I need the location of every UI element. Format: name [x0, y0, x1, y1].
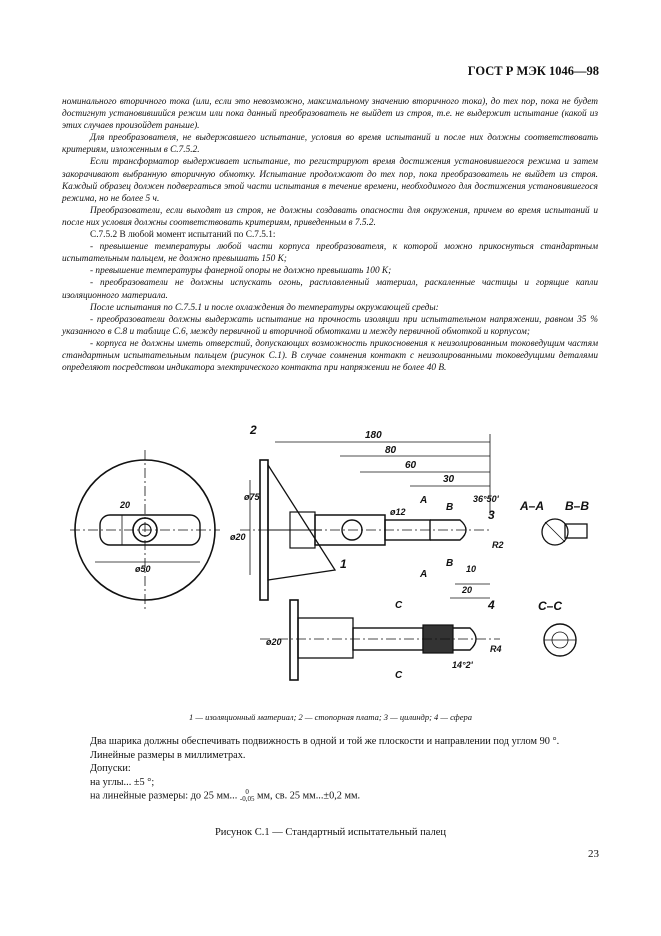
section-mark: B [446, 558, 454, 569]
section-mark: C [395, 600, 403, 611]
paragraph: - корпуса не должны иметь отверстий, допускающих возможность прикосновения к неизолированным токоведущим частям стандартным испытательным пальцем (рисунок С.1). В случае сомнения контакт с неизолированными токоведущими деталями определяют посредством индикатора электрического контакта при напряжении не более 40 В. [62, 338, 598, 374]
dim-r4: R4 [490, 644, 502, 654]
callout-1: 1 [340, 557, 347, 571]
dim-180: 180 [365, 430, 382, 441]
dim-20-lower: 20 [462, 585, 473, 595]
tolerance-lower: -0,05 [239, 795, 255, 804]
paragraph: номинального вторичного тока (или, если это невозможно, максимальному значению вторичного тока), до тех пор, пока не будет достигнут установившийся режим или пока данный преобразователь не выйдет из строя, т.е. не выдержит испытание (какой из этих случаев произойдет раньше). [62, 97, 598, 132]
paragraph: Преобразователи, если выходят из строя, не должны создавать опасности для окружения, причем во время испытаний и после них условия должны соответствовать критериям, приведенным в 7.5.2. [62, 205, 598, 228]
body-text [62, 96, 598, 374]
figure-legend: 1 — изоляционный материал; 2 — стопорная плата; 3 — цилиндр; 4 — сфера [189, 712, 472, 722]
tolerance-text: на линейные размеры: до 25 мм... [90, 790, 240, 802]
section-title-c: C–C [538, 599, 563, 613]
dim-d20-lower: ø20 [266, 637, 282, 647]
tolerance-fraction: 0 -0,05 [239, 788, 255, 804]
callout-4: 4 [488, 598, 495, 612]
dim-60: 60 [405, 460, 417, 471]
page-number: 23 [588, 848, 599, 860]
section-mark: B [446, 502, 454, 513]
dim-80: 80 [385, 445, 397, 456]
note: Допуски: [90, 763, 131, 775]
dim-30: 30 [443, 474, 455, 485]
callout-2: 2 [250, 423, 257, 437]
dim-d12: ø12 [390, 507, 406, 517]
plate-front-view [70, 450, 220, 610]
callout-3: 3 [488, 508, 495, 522]
note: на углы... ±5 °; [90, 776, 155, 788]
tolerance-note [62, 789, 598, 803]
paragraph: - превышение температуры любой части корпуса преобразователя, к которой можно прикоснуться стандартным испытательным пальцем, не должно превышать 150 К; [62, 242, 598, 265]
dim-angle: 36°50' [473, 494, 499, 504]
paragraph: Если трансформатор выдерживает испытание, то регистрируют время достижения установившегося режима и затем закорачивают выбранную вторичную обмотку. Испытание продолжают до тех пор, пока преобразователь не выйдет из строя. Каждый образец должен подвергаться этой части испытания в течение времени, необходимого для достижения установившегося режима, но не более 5 ч. [62, 157, 598, 204]
dim-angle-lower: 14°2' [452, 660, 473, 670]
test-finger-drawing [60, 420, 600, 695]
paragraph: - преобразователи должны выдержать испытание на прочность изоляции при испытательном напряжении, равном 35 % указанного в С.8 и таблице С.6, между первичной и вторичной обмотками и между первичной обмоткой и корпусом; [62, 314, 598, 337]
section-mark: A [420, 569, 428, 580]
paragraph: После испытания по С.7.5.1 и после охлаждения до температуры окружающей среды: [90, 302, 439, 313]
paragraph: - преобразователи не должны испускать огонь, расплавленный материал, раскаленные частицы и горящие капли изоляционного материала. [62, 278, 598, 301]
dim-d20: ø20 [230, 532, 246, 542]
paragraph: Для преобразователя, не выдержавшего испытание, условия во время испытаний и после них должны соответствовать критериям, изложенным в С.7.5.2. [62, 133, 598, 156]
dim-d75: ø75 [244, 492, 260, 502]
figure-notes [62, 735, 598, 803]
dim-20: 20 [120, 500, 131, 510]
paragraph: - превышение температуры фанерной опоры не должно превышать 100 К; [90, 266, 392, 277]
section-title-a: A–A [520, 499, 545, 513]
section-title-b: B–B [565, 499, 590, 513]
clause-heading: С.7.5.2 В любой момент испытаний по С.7.5.1: [90, 230, 276, 241]
note: Два шарика должны обеспечивать подвижность в одной и той же плоскости и направлении под углом 90 °. [90, 736, 560, 747]
tolerance-text: мм, св. 25 мм...±0,2 мм. [254, 790, 361, 802]
document-header: ГОСТ Р МЭК 1046—98 [467, 64, 599, 78]
section-mark: C [395, 670, 403, 681]
dim-r2: R2 [492, 540, 504, 550]
note: Линейные размеры в миллиметрах. [90, 749, 246, 761]
dim-10: 10 [466, 564, 477, 574]
section-mark: A [420, 495, 428, 506]
dim-d50: ø50 [135, 564, 151, 574]
figure-caption: Рисунок С.1 — Стандартный испытательный палец [214, 827, 447, 838]
